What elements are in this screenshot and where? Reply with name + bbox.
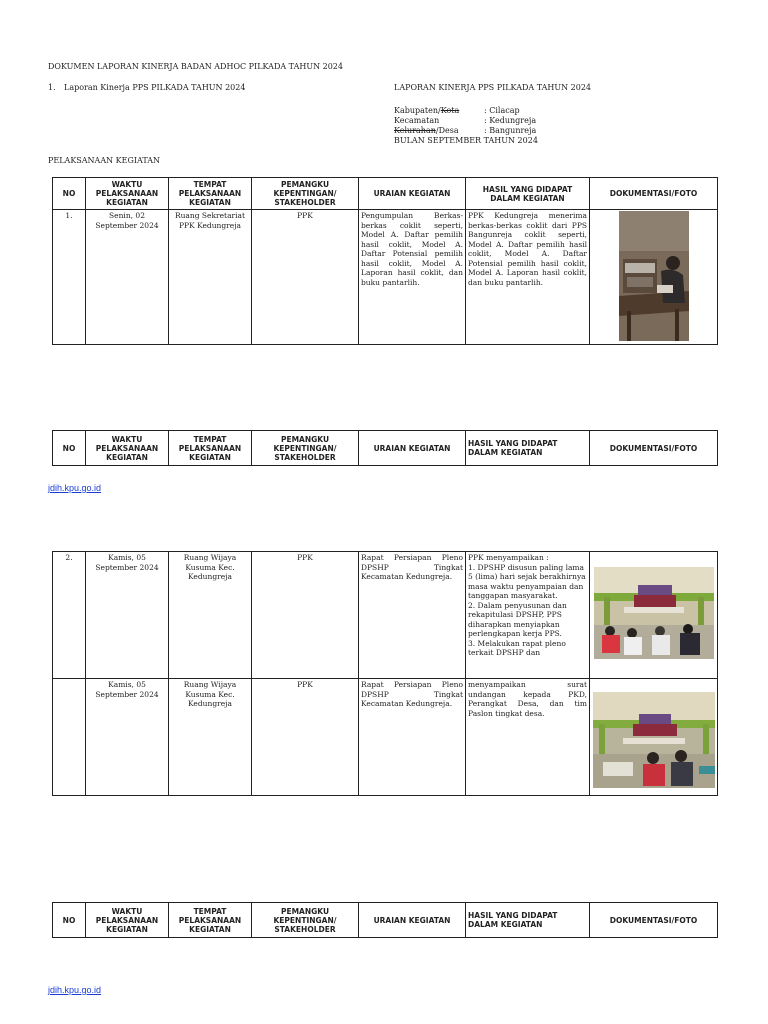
hasil-point-1: 1. DPSHP disusun paling lama 5 (lima) hari sejak berakhirnya masa waktu penyampaian dan tanggapan masyarakat. xyxy=(468,562,586,600)
col-no: NO xyxy=(53,431,86,466)
row-tempat: Ruang Wijaya Kusuma Kec. Kedungreja xyxy=(169,552,252,679)
col-hasil: HASIL YANG DIDAPAT DALAM KEGIATAN xyxy=(466,903,590,938)
col-waktu: WAKTU PELAKSANAAN KEGIATAN xyxy=(86,178,169,210)
hasil-intro: PPK menyampaikan : xyxy=(468,553,549,562)
col-tempat: TEMPAT PELAKSANAAN KEGIATAN xyxy=(169,903,252,938)
kelurahan-value: : Bangunreja xyxy=(484,126,537,135)
row-pemangku: PPK xyxy=(252,552,359,679)
row-no: 2. xyxy=(53,552,86,679)
col-no: NO xyxy=(53,903,86,938)
col-pemangku: PEMANGKU KEPENTINGAN/ STAKEHOLDER xyxy=(252,178,359,210)
kecamatan-value: : Kedungreja xyxy=(484,116,537,125)
col-hasil: HASIL YANG DIDAPAT DALAM KEGIATAN xyxy=(466,431,590,466)
footer-link[interactable]: jdih.kpu.go.id xyxy=(48,483,102,493)
row-dokumentasi xyxy=(590,679,718,796)
col-dokumentasi: DOKUMENTASI/FOTO xyxy=(590,431,718,466)
col-uraian: URAIAN KEGIATAN xyxy=(359,178,466,210)
table-header-row xyxy=(53,431,718,466)
col-dokumentasi: DOKUMENTASI/FOTO xyxy=(590,903,718,938)
footer-link[interactable]: jdih.kpu.go.id xyxy=(48,985,102,995)
col-pemangku: PEMANGKU KEPENTINGAN/ STAKEHOLDER xyxy=(252,431,359,466)
kabupaten-value: : Cilacap xyxy=(484,106,520,115)
row-uraian: Pengumpulan Berkas-berkas coklit seperti, Model A. Daftar pemilih hasil coklit, Model A. Daftar Potensial pemilih hasil coklit, Model A. Laporan hasil coklit, dan buku pantarlih. xyxy=(359,210,466,345)
kabupaten-label: Kabupaten/Kota xyxy=(394,106,460,115)
kecamatan-label: Kecamatan xyxy=(394,116,440,125)
row-waktu: Kamis, 05 September 2024 xyxy=(86,552,169,679)
section-item-text: Laporan Kinerja PPS PILKADA TAHUN 2024 xyxy=(64,83,246,92)
section-label: PELAKSANAAN KEGIATAN xyxy=(48,156,161,165)
documentation-photo xyxy=(594,567,714,659)
table-row xyxy=(53,552,718,679)
row-hasil: menyampaikan surat undangan kepada PKD, Perangkat Desa, dan tim Paslon tingkat desa. xyxy=(466,679,590,796)
hasil-point-3: 3. Melakukan rapat pleno terkait DPSHP dan xyxy=(468,638,566,657)
row-uraian: Rapat Persiapan Pleno DPSHP Tingkat Kecamatan Kedungreja. xyxy=(359,679,466,796)
kelurahan-label: Kelurahan/Desa xyxy=(394,126,459,135)
col-waktu: WAKTU PELAKSANAAN KEGIATAN xyxy=(86,431,169,466)
activity-table-4-header xyxy=(52,902,718,938)
table-row xyxy=(53,210,718,345)
documentation-photo xyxy=(593,692,715,788)
row-dokumentasi xyxy=(590,210,718,345)
activity-table-2-header xyxy=(52,430,718,466)
col-uraian: URAIAN KEGIATAN xyxy=(359,903,466,938)
table-header-row xyxy=(53,903,718,938)
row-no: 1. xyxy=(53,210,86,345)
row-uraian: Rapat Persiapan Pleno DPSHP Tingkat Kecamatan Kedungreja. xyxy=(359,552,466,679)
row-tempat: Ruang Sekretariat PPK Kedungreja xyxy=(169,210,252,345)
report-period: BULAN SEPTEMBER TAHUN 2024 xyxy=(394,136,538,145)
col-no: NO xyxy=(53,178,86,210)
row-waktu: Senin, 02 September 2024 xyxy=(86,210,169,345)
row-pemangku: PPK xyxy=(252,210,359,345)
row-hasil xyxy=(466,552,590,679)
row-hasil: PPK Kedungreja menerima berkas-berkas coklit dari PPS Bangunreja coklit seperti, Model A. Daftar pemilih hasil coklit, Model A. Daftar Potensial pemilih hasil coklit, Model A. Laporan hasil coklit, dan buku pantarlih. xyxy=(466,210,590,345)
row-no xyxy=(53,679,86,796)
col-waktu: WAKTU PELAKSANAAN KEGIATAN xyxy=(86,903,169,938)
col-dokumentasi: DOKUMENTASI/FOTO xyxy=(590,178,718,210)
row-tempat: Ruang Wijaya Kusuma Kec. Kedungreja xyxy=(169,679,252,796)
table-header-row xyxy=(53,178,718,210)
activity-table-1 xyxy=(52,177,718,345)
section-item-number: 1. xyxy=(48,83,56,92)
document-title: DOKUMEN LAPORAN KINERJA BADAN ADHOC PILKADA TAHUN 2024 xyxy=(48,62,343,71)
table-row xyxy=(53,679,718,796)
row-pemangku: PPK xyxy=(252,679,359,796)
row-waktu: Kamis, 05 September 2024 xyxy=(86,679,169,796)
hasil-point-2: 2. Dalam penyusunan dan rekapitulasi DPSHP, PPS diharapkan menyiapkan perlengkapan kerja PPS. xyxy=(468,600,567,638)
col-uraian: URAIAN KEGIATAN xyxy=(359,431,466,466)
row-dokumentasi xyxy=(590,552,718,679)
col-tempat: TEMPAT PELAKSANAAN KEGIATAN xyxy=(169,178,252,210)
col-hasil: HASIL YANG DIDAPAT DALAM KEGIATAN xyxy=(466,178,590,210)
col-pemangku: PEMANGKU KEPENTINGAN/ STAKEHOLDER xyxy=(252,903,359,938)
activity-table-3 xyxy=(52,551,718,796)
report-title: LAPORAN KINERJA PPS PILKADA TAHUN 2024 xyxy=(394,83,592,92)
documentation-photo xyxy=(619,211,689,341)
col-tempat: TEMPAT PELAKSANAAN KEGIATAN xyxy=(169,431,252,466)
